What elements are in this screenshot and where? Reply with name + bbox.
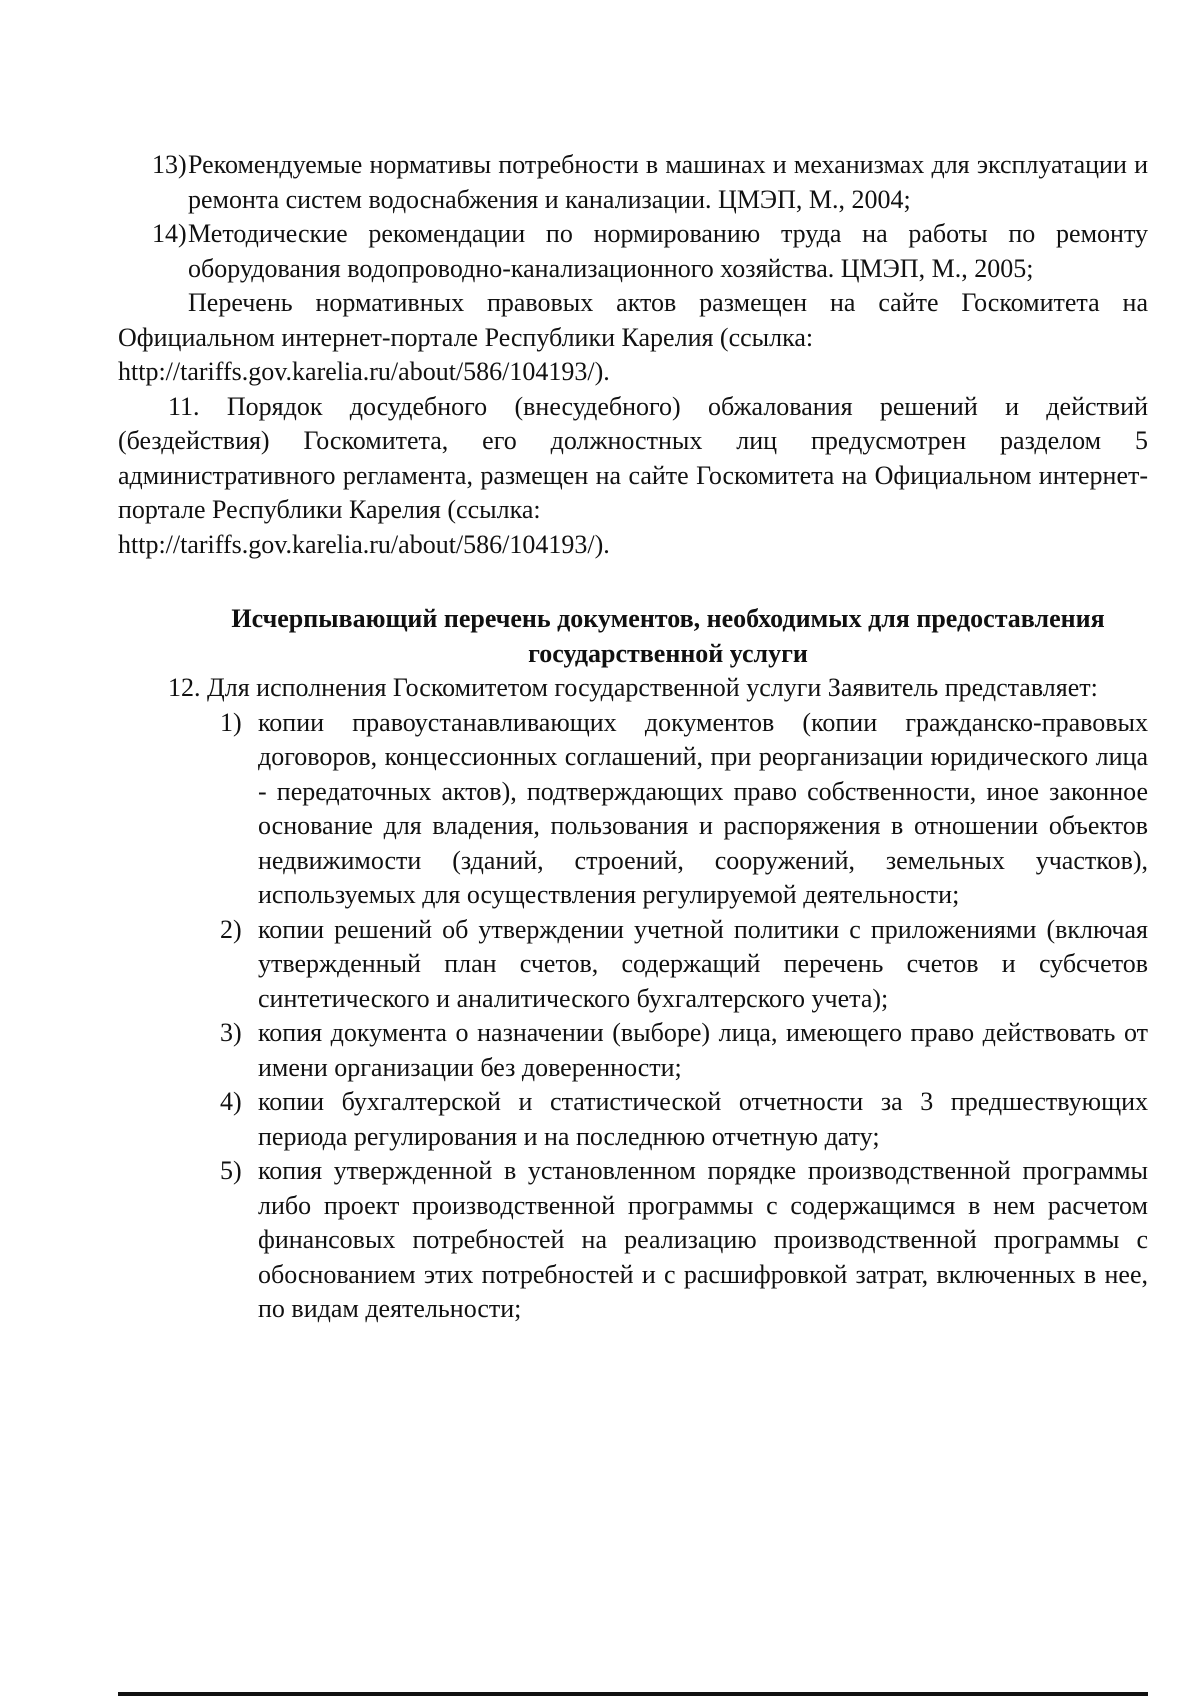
document-item-5 <box>118 1154 1148 1327</box>
list-item-13 <box>118 148 1148 217</box>
list-item-number: 5) <box>220 1156 242 1185</box>
list-item-number: 1) <box>220 707 242 737</box>
paragraph-text: 11. Порядок досудебного (внесудебного) обжалования решений и действий (бездействия) Госкомитета, его должностных лиц предусмотрен разделом 5 административного регламента, размещен на сайте Госкомитета на Официальном интернет-портале Республики Карелия (ссылка: <box>118 391 1148 524</box>
regulations-link[interactable]: http://tariffs.gov.karelia.ru/about/586/104193/). <box>118 357 610 386</box>
list-item-14 <box>118 217 1148 286</box>
regulations-list-paragraph <box>118 286 1148 390</box>
section-heading <box>118 602 1148 671</box>
document-item-3 <box>118 1016 1148 1085</box>
document-item-1 <box>118 706 1148 913</box>
list-item-text: копии решений об утверждении учетной политики с приложениями (включая утвержденный план счетов, содержащий перечень счетов и субсчетов синтетического и аналитического бухгалтерского учета); <box>258 914 1148 1013</box>
list-item-text: копии бухгалтерской и статистической отчетности за 3 предшествующих периода регулирования и на последнюю отчетную дату; <box>258 1087 1148 1151</box>
list-item-number: 13) <box>152 150 187 179</box>
list-item-number: 4) <box>220 1087 242 1116</box>
list-item-number: 3) <box>220 1018 242 1047</box>
list-item-text: Рекомендуемые нормативы потребности в машинах и механизмах для эксплуатации и ремонта систем водоснабжения и канализации. ЦМЭП, М., 2004; <box>188 150 1148 214</box>
heading-line-2: государственной услуги <box>528 638 808 668</box>
heading-line-1: Исчерпывающий перечень документов, необходимых для предоставления <box>231 604 1105 633</box>
appeal-procedure-link[interactable]: http://tariffs.gov.karelia.ru/about/586/104193/). <box>118 529 610 559</box>
list-item-text: копия документа о назначении (выборе) лица, имеющего право действовать от имени организации без доверенности; <box>258 1018 1148 1082</box>
document-item-2 <box>118 913 1148 1017</box>
paragraph-11 <box>118 390 1148 563</box>
list-item-text: Методические рекомендации по нормированию труда на работы по ремонту оборудования водопроводно-канализационного хозяйства. ЦМЭП, М., 2005; <box>188 219 1148 283</box>
document-page <box>118 148 1148 1327</box>
list-item-number: 2) <box>220 914 242 944</box>
list-item-text: копии правоустанавливающих документов (копии гражданско-правовых договоров, концессионных соглашений, при реорганизации юридического лица - передаточных актов), подтверждающих право собственности, иное законное основание для владения, пользования и распоряжения в отношении объектов недвижимости (зданий, строений, сооружений, земельных участков), используемых для осуществления регулируемой деятельности; <box>258 707 1148 909</box>
document-item-4 <box>118 1085 1148 1154</box>
list-item-text: копия утвержденной в установленном порядке производственной программы либо проект производственной программы с содержащимся в нем расчетом финансовых потребностей на реализацию производственной программы с обоснованием этих потребностей и с расшифровкой затрат, включенных в нее, по видам деятельности; <box>258 1156 1148 1323</box>
list-item-number: 14) <box>152 219 187 248</box>
footer-rule <box>118 1692 1148 1696</box>
paragraph-12: 12. Для исполнения Госкомитетом государственной услуги Заявитель представляет: <box>168 673 1098 702</box>
paragraph-text: Перечень нормативных правовых актов размещен на сайте Госкомитета на Официальном интернет-портале Республики Карелия (ссылка: <box>118 288 1148 352</box>
